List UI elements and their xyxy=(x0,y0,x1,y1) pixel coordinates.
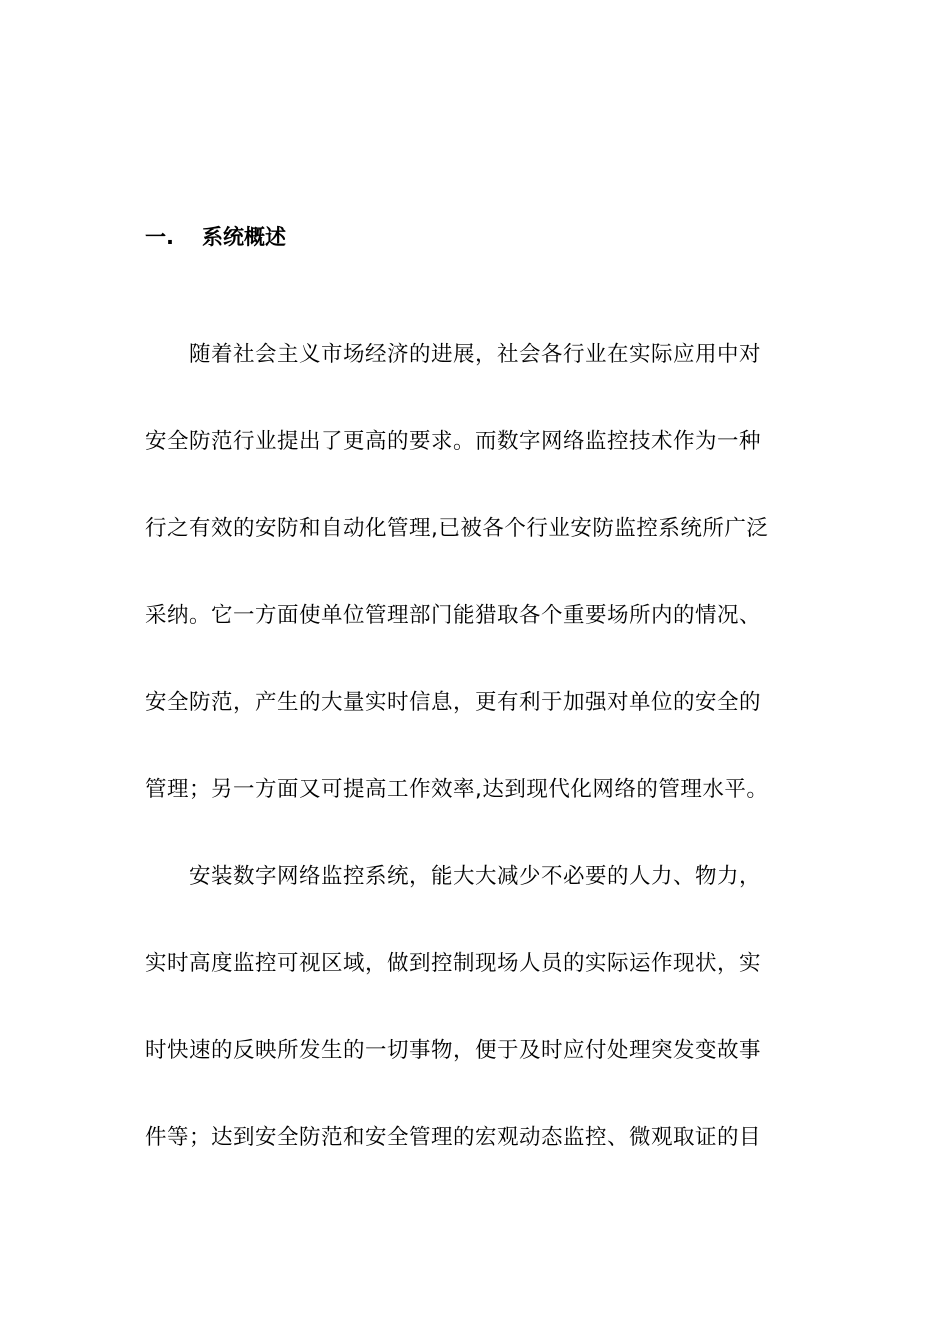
paragraph-1-line-2: 安全防范行业提出了更高的要求。而数字网络监控技术作为一种 xyxy=(145,429,762,454)
paragraph-2-line-1: 安装数字网络监控系统，能大大减少不必要的人力、物力， xyxy=(189,864,762,889)
paragraph-1-line-6: 管理；另一方面又可提高工作效率,达到现代化网络的管理水平。 xyxy=(145,777,769,802)
paragraph-1-line-4: 采纳。它一方面使单位管理部门能猎取各个重要场所内的情况、 xyxy=(145,603,762,628)
paragraph-1-line-5: 安全防范，产生的大量实时信息，更有利于加强对单位的安全的 xyxy=(145,690,762,715)
paragraph-2-line-4: 件等；达到安全防范和安全管理的宏观动态监控、微观取证的目 xyxy=(145,1125,762,1150)
paragraph-1-line-3: 行之有效的安防和自动化管理,已被各个行业安防监控系统所广泛 xyxy=(145,516,769,541)
section-heading xyxy=(145,218,286,254)
paragraph-1-line-1: 随着社会主义市场经济的进展，社会各行业在实际应用中对 xyxy=(189,342,762,367)
section-number: 一. xyxy=(145,225,174,249)
paragraph-2-line-3: 时快速的反映所发生的一切事物，便于及时应付处理突发变故事 xyxy=(145,1038,762,1063)
section-title: 系统概述 xyxy=(202,225,286,249)
paragraph-2-line-2: 实时高度监控可视区域，做到控制现场人员的实际运作现状，实 xyxy=(145,951,762,976)
